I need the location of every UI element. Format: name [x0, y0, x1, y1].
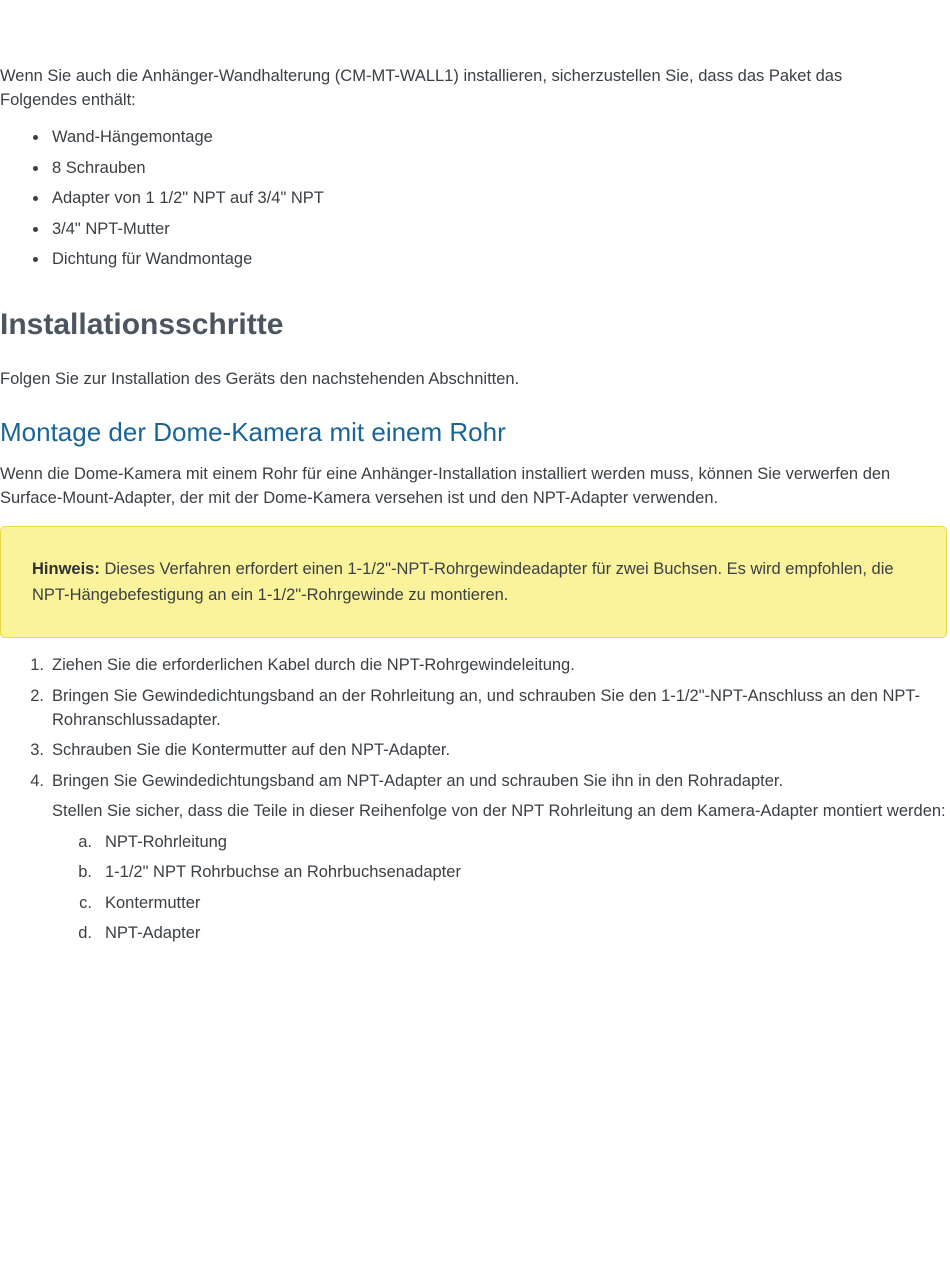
step-text: Bringen Sie Gewindedichtungsband an der Rohrleitung an, und schrauben Sie den 1-1/2"-NPT-Anschluss an den NPT-Rohranschlussadapter.: [52, 686, 921, 729]
step-number: 1.: [30, 656, 44, 674]
sub-step-item: [78, 860, 950, 884]
sub-step-letter: d.: [78, 924, 92, 942]
follow-paragraph: Folgen Sie zur Installation des Geräts den nachstehenden Abschnitten.: [0, 370, 520, 388]
sub-step-text: Kontermutter: [105, 893, 201, 912]
section-heading: Installationsschritte: [0, 308, 284, 341]
list-item: 8 Schrauben: [52, 156, 324, 180]
step-item: [30, 769, 950, 946]
list-item: Wand-Hängemontage: [52, 125, 324, 149]
list-item: Dichtung für Wandmontage: [52, 247, 324, 271]
assembly-order-list: [52, 830, 950, 946]
sub-step-text: NPT-Rohrleitung: [105, 832, 227, 851]
package-contents-list: [0, 125, 324, 278]
step-number: 4.: [30, 771, 44, 790]
note-box: [0, 526, 947, 638]
step-number: 2.: [30, 686, 44, 705]
step-number: 3.: [30, 741, 44, 759]
sub-step-letter: b.: [78, 863, 92, 881]
subsection-heading: Montage der Dome-Kamera mit einem Rohr: [0, 417, 506, 447]
intro-paragraph: Wenn Sie auch die Anhänger-Wandhalterung (CM-MT-WALL1) installieren, sicherzustellen Sie, dass das Paket das Folgendes enthält:: [0, 67, 843, 109]
list-item: Adapter von 1 1/2" NPT auf 3/4" NPT: [52, 186, 324, 210]
note-text: Dieses Verfahren erfordert einen 1-1/2"-NPT-Rohrgewindeadapter für zwei Buchsen. Es wird empfohlen, die NPT-Hängebefestigung an ein 1-1/2"-Rohrgewinde zu montieren.: [32, 560, 894, 604]
note-label: Hinweis:: [32, 560, 100, 578]
dome-paragraph: Wenn die Dome-Kamera mit einem Rohr für eine Anhänger-Installation installiert werden muss, können Sie verwerfen den Surface-Mount-Adapter, der mit der Dome-Kamera versehen ist und den NPT-Adapter verwenden.: [0, 465, 891, 507]
step-text: Bringen Sie Gewindedichtungsband am NPT-Adapter an und schrauben Sie ihn in den Rohradapter.: [52, 771, 784, 790]
step-text: Schrauben Sie die Kontermutter auf den NPT-Adapter.: [52, 741, 451, 759]
sub-step-item: [78, 830, 950, 854]
sub-step-letter: a.: [78, 832, 92, 851]
sub-step-text: NPT-Adapter: [105, 924, 201, 942]
step-item: [30, 738, 950, 762]
step-item: [30, 684, 950, 732]
sub-step-letter: c.: [79, 893, 92, 912]
sub-step-item: [79, 891, 950, 915]
step-text: Ziehen Sie die erforderlichen Kabel durch die NPT-Rohrgewindeleitung.: [52, 656, 575, 674]
step-item: [30, 653, 950, 677]
installation-steps-list: [0, 653, 950, 952]
sub-step-item: [78, 921, 950, 945]
list-item: 3/4" NPT-Mutter: [52, 217, 324, 241]
step-extra-paragraph: Stellen Sie sicher, dass die Teile in dieser Reihenfolge von der NPT Rohrleitung an dem Kamera-Adapter montiert werden:: [52, 802, 946, 820]
sub-step-text: 1-1/2" NPT Rohrbuchse an Rohrbuchsenadapter: [105, 863, 461, 881]
